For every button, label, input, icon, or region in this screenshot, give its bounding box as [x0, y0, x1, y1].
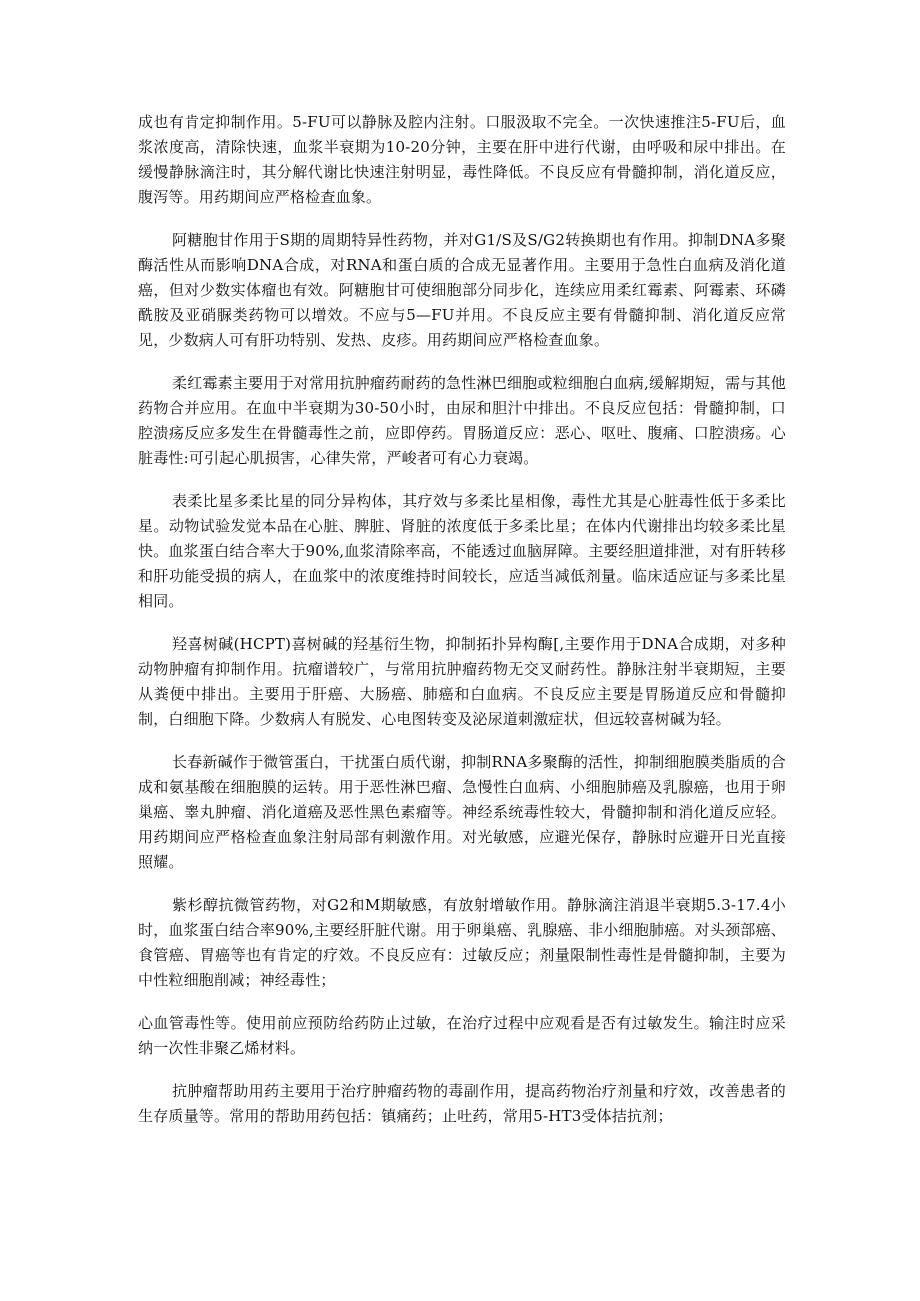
- paragraph-daunorubicin: 柔红霉素主要用于对常用抗肿瘤药耐药的急性淋巴细胞或粒细胞白血病,缓解期短，需与其他药物合并应用。在血中半衰期为30-50小时，由尿和胆汁中排出。不良反应包括：骨髓抑制，口腔溃疡反应多发生在骨髓毒性之前，应即停药。胃肠道反应：恶心、呕吐、腹痛、口腔溃疡。心脏毒性:可引起心肌损害，心律失常，严峻者可有心力衰竭。: [138, 374, 786, 467]
- paragraph-cytarabine: 阿糖胞甘作用于S期的周期特异性药物，并对G1/S及S/G2转换期也有作用。抑制DNA多聚酶活性从而影响DNA合成，对RNA和蛋白质的合成无显著作用。主要用于急性白血病及消化道癌，但对少数实体瘤也有效。阿糖胞甘可使细胞部分同步化，连续应用柔红霉素、阿霉素、环磷酰胺及亚硝脲类药物可以增效。不应与5—FU并用。不良反应主要有骨髓抑制、消化道反应常见，少数病人可有肝功特别、发热、皮疹。用药期间应严格检查血象。: [138, 231, 786, 349]
- paragraph-vincristine: 长春新碱作于微管蛋白，干扰蛋白质代谢，抑制RNA多聚酶的活性，抑制细胞膜类脂质的合成和氨基酸在细胞膜的运转。用于恶性淋巴瘤、急慢性白血病、小细胞肺癌及乳腺癌，也用于卵巢癌、睾丸肿瘤、消化道癌及恶性黑色素瘤等。神经系统毒性较大，骨髓抑制和消化道反应轻。用药期间应严格检查血象注射局部有刺激作用。对光敏感，应避光保存，静脉时应避开日光直接照耀。: [138, 753, 786, 871]
- document-page: [138, 110, 786, 1129]
- paragraph-hydroxycamptothecin: 羟喜树碱(HCPT)喜树碱的羟基衍生物，抑制拓扑异构酶[,主要作用于DNA合成期，对多种动物肿瘤有抑制作用。抗瘤谱较广，与常用抗肿瘤药物无交叉耐药性。静脉注射半衰期短，主要从粪便中排出。主要用于肝癌、大肠癌、肺癌和白血病。不良反应主要是胃肠道反应和骨髓抑制，白细胞下降。少数病人有脱发、心电图转变及泌尿道刺激症状，但远较喜树碱为轻。: [138, 635, 786, 728]
- paragraph-supportive-drugs: 抗肿瘤帮助用药主要用于治疗肿瘤药物的毒副作用，提高药物治疗剂量和疗效，改善患者的生存质量等。常用的帮助用药包括：镇痛药；止吐药，常用5-HT3受体拮抗剂；: [138, 1082, 786, 1125]
- paragraph-paclitaxel: 紫杉醇抗微管药物，对G2和M期敏感，有放射增敏作用。静脉滴注消退半衰期5.3-17.4小时，血浆蛋白结合率90%,主要经肝脏代谢。用于卵巢癌、乳腺癌、非小细胞肺癌。对头颈部癌、食管癌、胃癌等也有肯定的疗效。不良反应有：过敏反应；剂量限制性毒性是骨髓抑制，主要为中性粒细胞削减；神经毒性；: [138, 896, 786, 989]
- paragraph-epirubicin: 表柔比星多柔比星的同分异构体，其疗效与多柔比星相像，毒性尤其是心脏毒性低于多柔比星。动物试验发觉本品在心脏、脾脏、肾脏的浓度低于多柔比星；在体内代谢排出均较多柔比星快。血浆蛋白结合率大于90%,血浆清除率高，不能透过血脑屏障。主要经胆道排泄，对有肝转移和肝功能受损的病人，在血浆中的浓度维持时间较长，应适当减低剂量。临床适应证与多柔比星相同。: [138, 492, 786, 610]
- paragraph-5fu-continued: 成也有肯定抑制作用。5-FU可以静脉及腔内注射。口服汲取不完全。一次快速推注5-FU后，血浆浓度高，清除快速，血浆半衰期为10-20分钟，主要在肝中进行代谢，由呼吸和尿中排出。在缓慢静脉滴注时，其分解代谢比快速注射明显，毒性降低。不良反应有骨髓抑制，消化道反应，腹泻等。用药期间应严格检查血象。: [138, 113, 786, 206]
- paragraph-paclitaxel-continued: 心血管毒性等。使用前应预防给药防止过敏，在治疗过程中应观看是否有过敏发生。输注时应采纳一次性非聚乙烯材料。: [138, 1014, 786, 1057]
